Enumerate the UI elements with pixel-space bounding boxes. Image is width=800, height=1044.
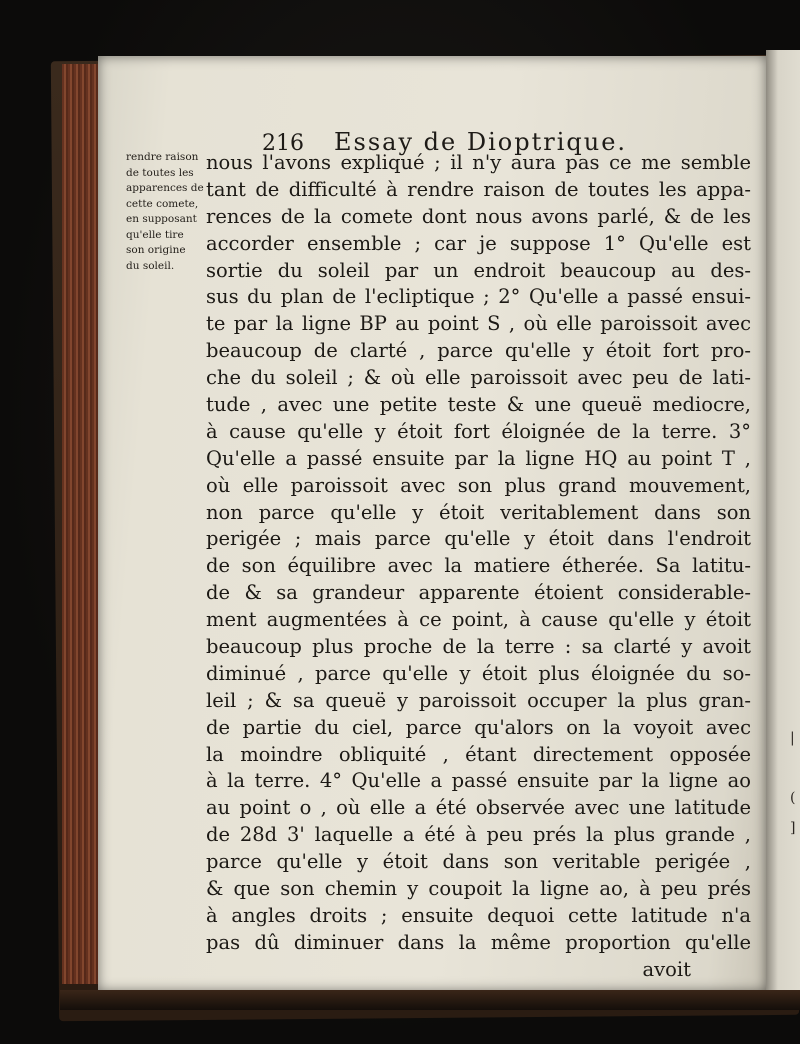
text-line: où elle paroissoit avec son plus grand mouvement,: [206, 473, 751, 497]
text-line: au point o , où elle a été observée avec une latitude: [206, 796, 751, 820]
text-line: tant de difficulté à rendre raison de toutes les appa-: [206, 177, 751, 201]
text-line: & que son chemin y coupoit la ligne ao, à peu prés: [206, 877, 751, 901]
text-line: perigée ; mais parce qu'elle y étoit dans l'endroit: [206, 527, 751, 551]
margin-line: qu'elle tire: [126, 228, 184, 241]
running-title: Essay de Dioptrique.: [334, 128, 628, 156]
text-line: de son équilibre avec la matiere étherée. Sa latitu-: [206, 554, 751, 578]
text-line: ment augmentées à ce point, à cause qu'elle y étoit: [206, 608, 751, 632]
text-line: beaucoup plus proche de la terre : sa clarté y avoit: [206, 635, 751, 659]
text-line: parce qu'elle y étoit dans son veritable perigée ,: [206, 850, 751, 874]
margin-line: son origine: [126, 244, 186, 256]
text-line: la moindre obliquité , étant directement opposée: [206, 742, 751, 766]
text-line: à la terre. 4° Qu'elle a passé ensuite par la ligne ao: [206, 769, 751, 793]
text-line: à angles droits ; ensuite dequoi cette latitude n'a: [206, 903, 751, 927]
facing-page-edge: | ( ]: [766, 50, 800, 995]
text-line: diminué , parce qu'elle y étoit plus éloignée du so-: [206, 661, 751, 685]
text-line: de 28d 3' laquelle a été à peu prés la plus grande ,: [206, 823, 751, 847]
text-line: pas dû diminuer dans la même proportion qu'elle: [206, 930, 751, 954]
text-line: non parce qu'elle y étoit veritablement dans son: [206, 500, 751, 524]
page-number: 216: [262, 131, 304, 156]
margin-line: rendre raison: [126, 151, 199, 163]
text-line: rences de la comete dont nous avons parlé, & de les: [206, 204, 751, 228]
text-line: de partie du ciel, parce qu'alors on la voyoit avec: [206, 715, 751, 739]
margin-line: cette comete,: [126, 197, 199, 210]
text-line: Qu'elle a passé ensuite par la ligne HQ au point T ,: [206, 446, 751, 470]
text-line: sortie du soleil par un endroit beaucoup au des-: [206, 258, 751, 282]
text-line: à cause qu'elle y étoit fort éloignée de la terre. 3°: [206, 419, 751, 443]
margin-line: en supposant: [126, 213, 197, 225]
text-line: te par la ligne BP au point S , où elle paroissoit avec: [206, 312, 751, 336]
margin-line: apparences de: [126, 182, 204, 194]
text-line: accorder ensemble ; car je suppose 1° Qu'elle est: [206, 231, 751, 255]
text-line: beaucoup de clarté , parce qu'elle y étoit fort pro-: [206, 339, 751, 363]
catchword: avoit: [642, 957, 691, 981]
margin-line: du soleil.: [126, 259, 175, 272]
text-line: de & sa grandeur apparente étoient considerable-: [206, 581, 751, 605]
text-line: tude , avec une petite teste & une queuë mediocre,: [206, 393, 751, 417]
book-bottom-edge: [60, 990, 800, 1010]
text-line: che du soleil ; & où elle paroissoit avec peu de lati-: [206, 366, 751, 390]
margin-note: [126, 150, 204, 274]
margin-line: de toutes les: [126, 166, 194, 179]
text-line: nous l'avons expliqué ; il n'y aura pas ce me semble: [206, 151, 751, 174]
text-line: leil ; & sa queuë y paroissoit occuper la plus gran-: [206, 688, 751, 712]
text-line: sus du plan de l'ecliptique ; 2° Qu'elle a passé ensui-: [206, 285, 751, 309]
body-text: [206, 150, 751, 984]
